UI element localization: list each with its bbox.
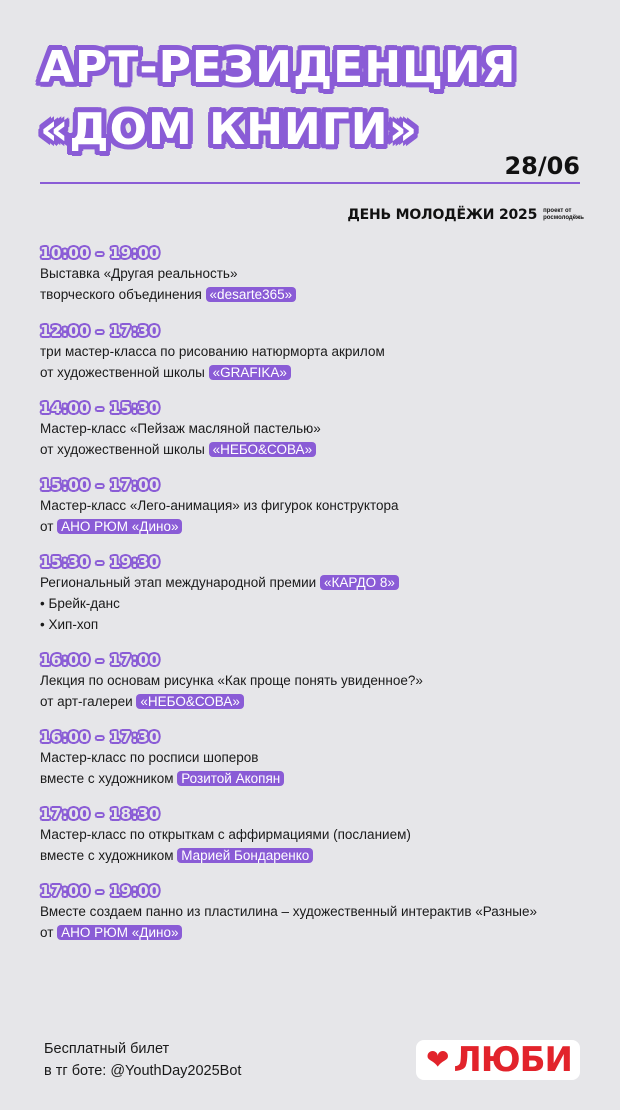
schedule-item	[40, 552, 600, 635]
event-time: 16:00 – 17:30	[40, 728, 160, 746]
schedule-item	[40, 881, 600, 943]
organizer-highlight: АНО РЮМ «Дино»	[57, 925, 182, 940]
ticket-info-line-1: Бесплатный билет	[44, 1041, 170, 1057]
youth-day-logo-text: ДЕНЬ МОЛОДЁЖИ 2025	[347, 207, 538, 223]
schedule-list	[40, 243, 600, 943]
rosmolodezh-logo	[543, 208, 584, 221]
event-title: Мастер-класс «Лего-анимация» из фигурок конструктора	[40, 498, 399, 513]
event-time: 12:00 – 17:30	[40, 322, 160, 340]
event-organizer	[40, 284, 600, 305]
event-time: 15:00 – 17:00	[40, 476, 160, 494]
event-title	[40, 572, 600, 593]
event-organizer	[40, 922, 600, 943]
event-title: Выставка «Другая реальность»	[40, 266, 238, 281]
event-title: Мастер-класс по открыткам с аффирмациями (посланием)	[40, 827, 411, 842]
lubi-logo-text: ЛЮБИ	[453, 1040, 572, 1080]
event-organizer	[40, 516, 600, 537]
event-organizer	[40, 845, 600, 866]
event-organizer	[40, 768, 600, 789]
event-title: Мастер-класс по росписи шоперов	[40, 750, 259, 765]
event-organizer	[40, 691, 600, 712]
schedule-item	[40, 475, 600, 537]
artist-highlight: Розитой Акопян	[177, 771, 284, 786]
page-title-line-1: АРТ-РЕЗИДЕНЦИЯ	[40, 42, 517, 93]
event-title: Мастер-класс «Пейзаж масляной пастелью»	[40, 421, 321, 436]
bullet-item: • Брейк-данс	[40, 596, 120, 611]
event-organizer-prefix: вместе с художником	[40, 771, 178, 786]
schedule-item	[40, 321, 600, 383]
event-time: 17:00 – 19:00	[40, 882, 160, 900]
schedule-item	[40, 398, 600, 460]
event-title: три мастер-класса по рисованию натюрморта акрилом	[40, 344, 385, 359]
event-organizer-prefix: от	[40, 519, 58, 534]
event-organizer-prefix: от арт-галереи	[40, 694, 137, 709]
event-date: 28/06	[504, 152, 580, 180]
schedule-item	[40, 243, 600, 305]
organizer-highlight: «НЕБО&СОВА»	[209, 442, 317, 457]
page-title-line-2: «ДОМ КНИГИ»	[40, 104, 419, 155]
logo-sub-line-2: росмолодёжь	[543, 215, 584, 221]
event-time: 10:00 – 19:00	[40, 244, 160, 262]
ticket-info	[44, 1038, 241, 1082]
organizer-highlight: «НЕБО&СОВА»	[136, 694, 244, 709]
event-organizer-prefix: вместе с художником	[40, 848, 178, 863]
organizer-highlight: «GRAFIKA»	[209, 365, 291, 380]
schedule-item	[40, 804, 600, 866]
event-organizer	[40, 439, 600, 460]
event-time: 15:30 – 19:30	[40, 553, 160, 571]
schedule-item	[40, 727, 600, 789]
schedule-item	[40, 650, 600, 712]
header-divider	[40, 182, 580, 184]
ticket-bot-link: в тг боте: @YouthDay2025Bot	[44, 1063, 242, 1079]
event-organizer-prefix: от художественной школы	[40, 365, 209, 380]
event-organizer-prefix: от	[40, 925, 58, 940]
event-time: 16:00 – 17:00	[40, 651, 160, 669]
award-highlight: «КАРДО 8»	[320, 575, 399, 590]
youth-day-logo	[347, 207, 584, 223]
event-time: 17:00 – 18:30	[40, 805, 160, 823]
artist-highlight: Марией Бондаренко	[177, 848, 313, 863]
lubi-logo	[416, 1040, 580, 1080]
event-title: Лекция по основам рисунка «Как проще понять увиденное?»	[40, 673, 423, 688]
heart-icon: ❤	[426, 1044, 450, 1075]
event-time: 14:00 – 15:30	[40, 399, 160, 417]
organizer-highlight: «desarte365»	[206, 287, 297, 302]
logo-sub-line-1: проект от	[543, 208, 572, 215]
bullet-item: • Хип-хоп	[40, 617, 99, 632]
event-organizer-prefix: творческого объединения	[40, 287, 206, 302]
event-title: Вместе создаем панно из пластилина – художественный интерактив «Разные»	[40, 904, 538, 919]
event-title-prefix: Региональный этап международной премии	[40, 575, 320, 590]
event-organizer	[40, 362, 600, 383]
event-organizer-prefix: от художественной школы	[40, 442, 209, 457]
organizer-highlight: АНО РЮМ «Дино»	[57, 519, 182, 534]
